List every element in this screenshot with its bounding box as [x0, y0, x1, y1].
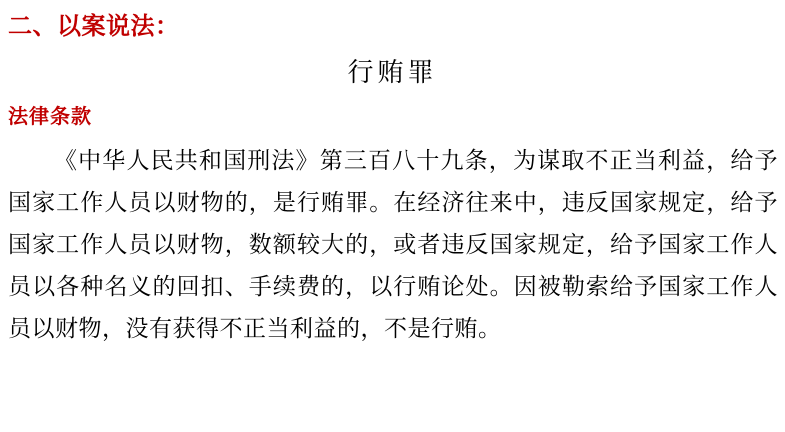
page-title: 行贿罪 [347, 58, 438, 88]
law-clause-label: 法律条款 [8, 104, 92, 128]
section-heading: 二、以案说法： [8, 11, 180, 40]
law-clause-text: 《中华人民共和国刑法》第三百八十九条，为谋取不正当利益，给予国家工作人员以财物的，是行贿罪。在经济往来中，违反国家规定，给予国家工作人员以财物，数额较大的，或者违反国家规定，给予国家工作人员以各种名义的回扣、手续费的，以行贿论处。因被勒索给予国家工作人员以财物，没有获得不正当利益的，不是行贿。 [8, 148, 778, 342]
